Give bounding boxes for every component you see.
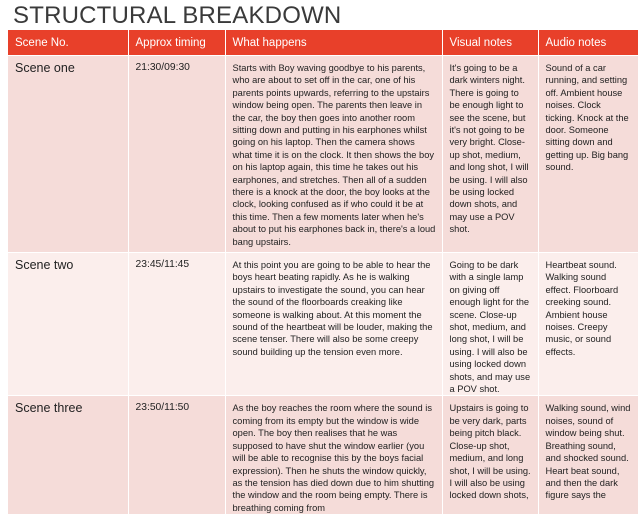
table-row [8, 396, 638, 514]
header-audio-notes: Audio notes [538, 30, 638, 56]
timing-cell: 21:30/09:30 [128, 56, 225, 253]
visual-notes-cell: It's going to be a dark winters night. There is going to be enough light to see the scene, but it's not going to be very bright. Close-up shot, medium, and long shot, I will be using. I will also be using locked down shots, and may use a POV shot. [442, 56, 538, 253]
what-happens-cell: At this point you are going to be able to hear the boys heart beating rapidly. As he is walking upstairs to investigate the sound, you can hear the sound of the floorboards creaking like someone is walking about. At this moment the sound of the heartbeat will be louder, making the scene tenser. There will also be some creepy sound building up the tension even more. [225, 253, 442, 396]
header-scene-no: Scene No. [8, 30, 128, 56]
visual-notes-cell: Upstairs is going to be very dark, parts being pitch black. Close-up shot, medium, and long shot, I will be using. I will also be using locked down shots, [442, 396, 538, 514]
page-title: STRUCTURAL BREAKDOWN [13, 2, 342, 29]
header-what-happens: What happens [225, 30, 442, 56]
structural-breakdown-table [8, 30, 638, 514]
audio-notes-cell: Walking sound, wind noises, sound of window being shut. Breathing sound, and shocked sound. Heart beat sound, and then the dark figure says the [538, 396, 638, 514]
table-header-row [8, 30, 638, 56]
scene-name-cell: Scene one [8, 56, 128, 253]
timing-cell: 23:45/11:45 [128, 253, 225, 396]
audio-notes-cell: Sound of a car running, and setting off. Ambient house noises. Clock ticking. Knock at the door. Someone sitting down and getting up. Big bang sound. [538, 56, 638, 253]
what-happens-cell: Starts with Boy waving goodbye to his parents, who are about to set off in the car, one of his parents points upwards, referring to the upstairs window being open. The parents then leave in the car, the boy then goes into another room sitting down and putting in his earphones whilst going on his laptop. Then the camera shows what time it is on the clock. It then shows the boy on his laptop again, this time he takes out his earphones, and stretches. Then all of a sudden there is a knock at the door, the boy looks at the clock, looking confused as if who could it be at this time. Then a few moments later when he's about to put his earphones back in, there's a loud bang upstairs. [225, 56, 442, 253]
what-happens-cell: As the boy reaches the room where the sound is coming from its empty but the window is wide open. The boy then realises that he was supposed to have shut the window earlier (you will be able to recognise this by the boys facial expression). Then he shuts the window quickly, as the tension has died down due to him shutting the window and the room being empty. There is breathing coming from [225, 396, 442, 514]
visual-notes-cell: Going to be dark with a single lamp on giving off enough light for the scene. Close-up shot, medium, and long shot, I will be using. I will also be using locked down shots, and may use a POV shot. [442, 253, 538, 396]
audio-notes-cell: Heartbeat sound. Walking sound effect. Floorboard creeking sound. Ambient house noises. Creepy music, or sound effects. [538, 253, 638, 396]
header-visual-notes: Visual notes [442, 30, 538, 56]
scene-name-cell: Scene two [8, 253, 128, 396]
scene-name-cell: Scene three [8, 396, 128, 514]
header-approx-timing: Approx timing [128, 30, 225, 56]
table-row [8, 253, 638, 396]
table-row [8, 56, 638, 253]
timing-cell: 23:50/11:50 [128, 396, 225, 514]
